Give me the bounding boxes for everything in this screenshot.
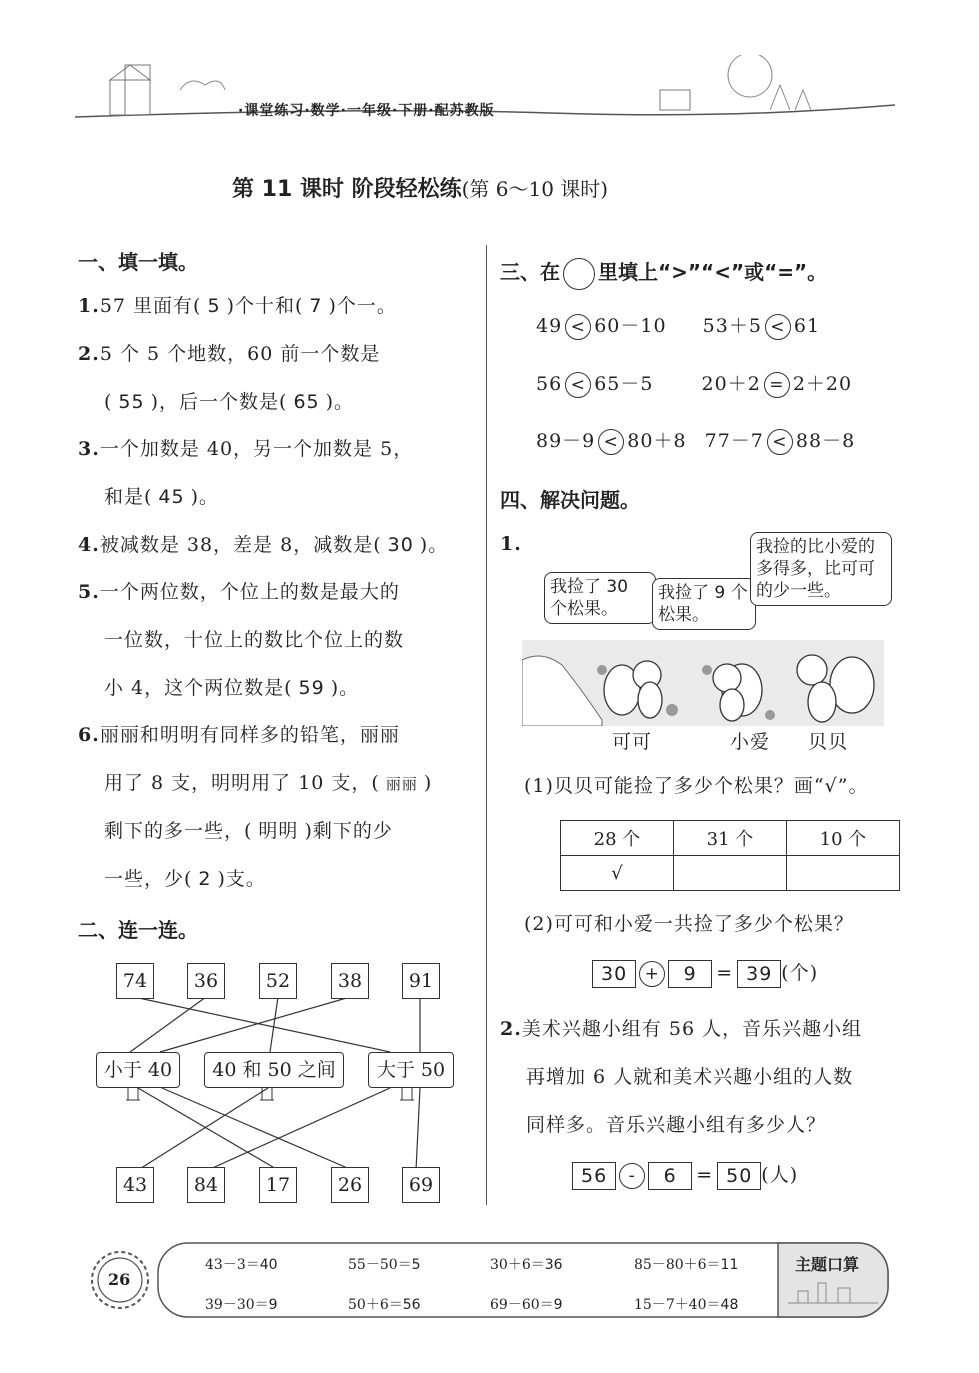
q4-text-a: 被减数是 38，差是 8，减数是( [99, 534, 382, 556]
eq2-operator: - [619, 1163, 645, 1189]
q3-text-a: 和是( [104, 486, 153, 508]
title-main: 第 11 课时 阶段轻松练 [232, 177, 462, 202]
compare-answer: < [767, 429, 793, 455]
problem2-line3: 同样多。音乐兴趣小组有多少人？ [526, 1114, 827, 1136]
q6-line2 [104, 771, 432, 796]
eq2-unit: (人) [761, 1164, 799, 1186]
q2-answer-1: 55 [118, 391, 145, 413]
problem1-equation: 30 + 9 = 39 (个) [592, 960, 818, 988]
bottom-number-3: 17 [259, 1167, 297, 1203]
name-xiaoai: 小爱 [730, 731, 771, 753]
section1-heading: 一、填一填。 [78, 250, 198, 274]
category-less-than-40: 小于 40 [96, 1052, 180, 1088]
q4-number: 4. [78, 534, 100, 556]
q6-text-2b: ) [423, 772, 433, 794]
top-number-2: 36 [187, 963, 225, 999]
compare-row-1: 49 < 60－10 53＋5 < 61 [536, 314, 820, 340]
compare-answer: < [598, 429, 624, 455]
compare-answer: < [765, 314, 791, 340]
q6-answer-1: 丽丽 [385, 775, 418, 793]
q3-number: 3. [78, 438, 100, 460]
name-beibei: 贝贝 [808, 731, 849, 753]
section3-heading-a: 三、在 [500, 260, 560, 284]
q5-text-a: 小 4，这个两位数是( [104, 677, 293, 699]
q2-text-a: ( [104, 391, 113, 413]
bottom-number-2: 84 [187, 1167, 225, 1203]
mental-calc-5: 39－30＝9 [205, 1297, 278, 1313]
problem2-equation: 56 - 6 = 50 (人) [572, 1162, 798, 1190]
mental-calc-3: 30＋6＝36 [490, 1257, 563, 1273]
mental-calc-6: 50＋6＝56 [348, 1297, 421, 1313]
q2-number: 2. [78, 343, 100, 365]
table-mark-1: √ [561, 856, 674, 891]
q1 [78, 294, 397, 318]
bottom-number-1: 43 [116, 1167, 154, 1203]
problem1-q1: (1)贝贝可能捡了多少个松果？画“√”。 [524, 775, 869, 797]
q3-text-b: )。 [190, 486, 220, 508]
q6-text-1: 丽丽和明明有同样多的铅笔，丽丽 [99, 724, 400, 746]
problem2-number: 2. [500, 1018, 522, 1040]
q5-line2: 一位数，十位上的数比个位上的数 [104, 629, 405, 651]
title-sub: (第 6～10 课时) [461, 177, 609, 201]
q5-line1 [78, 580, 400, 604]
lesson-title [232, 172, 608, 203]
eq1-operand-b: 9 [668, 960, 712, 988]
section2-heading: 二、连一连。 [78, 918, 198, 942]
top-number-5: 91 [402, 963, 440, 999]
q4 [78, 533, 448, 557]
q6-text-3b: )剩下的少 [304, 820, 393, 842]
mental-calc-7: 69－60＝9 [490, 1297, 563, 1313]
q5-text-b: )。 [330, 677, 360, 699]
q2-text-b: )，后一个数是( [150, 391, 288, 413]
q5-number: 5. [78, 581, 100, 603]
q3-line2 [104, 485, 219, 509]
compare-answer: = [764, 372, 790, 398]
q1-number: 1. [78, 295, 100, 317]
q4-answer: 30 [387, 534, 414, 556]
q1-text-a: 57 里面有( [99, 295, 202, 317]
table-header-3: 10 个 [787, 821, 900, 856]
compare-answer: < [565, 314, 591, 340]
eq2-operand-a: 56 [572, 1162, 616, 1190]
compare-row-2: 56 < 65－5 20＋2 = 2＋20 [536, 372, 852, 398]
section3-heading [500, 256, 827, 290]
eq2-operand-b: 6 [648, 1162, 692, 1190]
q6-text-4a: 一些，少( [104, 868, 193, 890]
q6-text-3a: 剩下的多一些，( [104, 820, 253, 842]
q4-text-b: )。 [419, 534, 449, 556]
problem1-q2: (2)可可和小爱一共捡了多少个松果？ [524, 913, 854, 935]
category-40-to-50: 40 和 50 之间 [204, 1052, 344, 1088]
section3-heading-b: 里填上“>”“<”或“=”。 [598, 260, 828, 284]
speech-bubble-beibei: 我捡的比小爱的多得多，比可可的少一些。 [750, 532, 892, 606]
answer-table [560, 820, 900, 891]
eq1-unit: (个) [781, 962, 819, 984]
q3-text-1: 一个加数是 40，另一个加数是 5， [99, 438, 414, 460]
q6-answer-2: 明明 [258, 820, 299, 842]
compare-row-3: 89－9 < 80＋8 77－7 < 88－8 [536, 429, 855, 455]
q6-answer-3: 2 [198, 868, 212, 890]
eq1-operator: + [639, 961, 665, 987]
q2-answer-2: 65 [293, 391, 320, 413]
q5-answer: 59 [298, 677, 325, 699]
q2-text-c: )。 [325, 391, 355, 413]
top-number-1: 74 [116, 963, 154, 999]
q1-answer-1: 5 [207, 295, 221, 317]
bottom-number-5: 69 [402, 1167, 440, 1203]
mental-calc-8: 15－7＋40＝48 [634, 1297, 739, 1313]
q3-answer: 45 [158, 486, 185, 508]
problem2-line1 [500, 1017, 862, 1041]
q6-line1 [78, 723, 400, 747]
eq1-result: 39 [737, 960, 781, 988]
q6-number: 6. [78, 724, 100, 746]
q2-text-1: 5 个 5 个地数，60 前一个数是 [99, 343, 381, 365]
compare-answer: < [565, 372, 591, 398]
problem2-text-1: 美术兴趣小组有 56 人，音乐兴趣小组 [521, 1018, 863, 1040]
table-mark-2 [674, 856, 787, 891]
q3-line1 [78, 437, 413, 461]
mental-calc-1: 43－3＝40 [205, 1257, 278, 1273]
mental-calc-2: 55－50＝5 [348, 1257, 421, 1273]
q6-text-2a: 用了 8 支，明明用了 10 支，( [104, 772, 380, 794]
page-number: 26 [108, 1270, 131, 1289]
name-keke: 可可 [612, 731, 653, 753]
top-number-4: 38 [331, 963, 369, 999]
section4-heading: 四、解决问题。 [500, 488, 640, 512]
eq1-operand-a: 30 [592, 960, 636, 988]
q2-line1 [78, 342, 380, 366]
speech-bubble-keke: 我捡了 30 个松果。 [544, 572, 656, 624]
series-title: ·课堂练习·数学·一年级·下册·配苏教版 [238, 103, 495, 119]
q1-text-b: )个十和( [226, 295, 304, 317]
q6-text-4b: )支。 [217, 868, 266, 890]
q1-text-c: )个一。 [328, 295, 397, 317]
q2-line2 [104, 390, 354, 414]
q5-text-1: 一个两位数，个位上的数是最大的 [99, 581, 400, 603]
footer-label: 主题口算 [795, 1255, 860, 1274]
q5-line3 [104, 676, 359, 700]
eq2-result: 50 [717, 1162, 761, 1190]
table-header-1: 28 个 [561, 821, 674, 856]
q6-line3 [104, 819, 393, 843]
column-divider [486, 245, 487, 1205]
speech-bubble-xiaoai: 我捡了 9 个松果。 [652, 578, 756, 630]
blank-circle-icon [563, 258, 595, 290]
problem1-number: 1. [500, 533, 522, 555]
category-greater-than-50: 大于 50 [368, 1052, 454, 1088]
table-mark-3 [787, 856, 900, 891]
top-number-3: 52 [259, 963, 297, 999]
bottom-number-4: 26 [331, 1167, 369, 1203]
squirrels-illustration [522, 640, 884, 726]
mental-calc-4: 85－80＋6＝11 [634, 1257, 739, 1273]
problem2-line2: 再增加 6 人就和美术兴趣小组的人数 [526, 1066, 854, 1088]
q6-line4 [104, 867, 266, 891]
table-header-2: 31 个 [674, 821, 787, 856]
q1-answer-2: 7 [309, 295, 323, 317]
